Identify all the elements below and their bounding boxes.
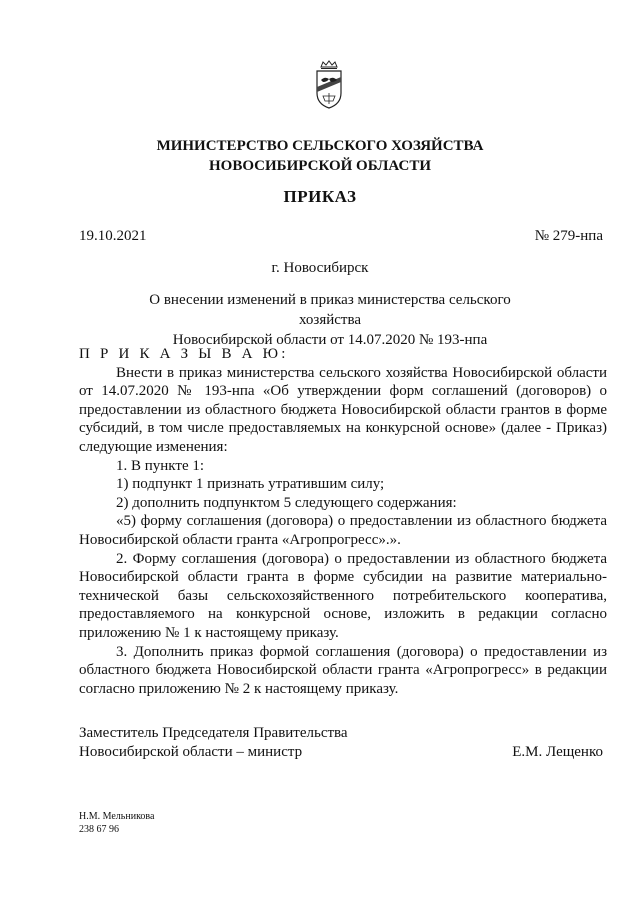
paragraph-intro: Внести в приказ министерства сельского хозяйства Новосибирской области от 14.07.2020 № 193-нпа «Об утверждении форм соглашений (договоров) о предоставлении из областного бюджета Новосибирской области грантов в форме субсидий, в том числе предоставляемых на конкурсной основе» (далее - Приказ) следующие изменения:	[79, 364, 607, 455]
order-number: № 279-нпа	[534, 228, 603, 244]
subject-line-2: Новосибирской области от 14.07.2020 № 193-нпа	[172, 332, 488, 348]
signatory-title-line-2: Новосибирской области – министр	[79, 744, 303, 760]
paragraph-item-2: 2. Форму соглашения (договора) о предоставлении из областного бюджета Новосибирской области гранта в форме субсидии на развитие материально-технической базы сельскохозяйственного потребительского кооператива, предоставляемого на конкурсной основе, изложить в редакции согласно приложению № 1 к настоящему приказу.	[79, 550, 607, 641]
document-type: ПРИКАЗ	[283, 187, 357, 206]
paragraph-item-1: 1. В пункте 1:	[116, 457, 205, 474]
order-word: П Р И К А З Ы В А Ю:	[79, 346, 289, 362]
paragraph-item-3: 3. Дополнить приказ формой соглашения (договора) о предоставлении из областного бюджета Новосибирской области гранта «Агропрогресс» в редакции согласно приложению № 2 к настоящему приказу.	[79, 643, 607, 697]
executor-info	[79, 810, 154, 836]
executor-phone: 238 67 96	[79, 824, 119, 835]
order-body	[79, 345, 607, 698]
subject-line-1: О внесении изменений в приказ министерства сельского хозяйства	[149, 292, 511, 328]
paragraph-subitem-2: 2) дополнить подпунктом 5 следующего содержания:	[116, 494, 457, 511]
executor-name: Н.М. Мельникова	[79, 811, 155, 822]
city: г. Новосибирск	[271, 260, 369, 276]
ministry-name	[0, 136, 640, 176]
ministry-line-2: НОВОСИБИРСКОЙ ОБЛАСТИ	[208, 158, 432, 174]
ministry-line-1: МИНИСТЕРСТВО СЕЛЬСКОГО ХОЗЯЙСТВА	[156, 138, 484, 154]
paragraph-subitem-1: 1) подпункт 1 признать утратившим силу;	[116, 476, 385, 493]
novosibirsk-coat-of-arms-icon	[314, 60, 344, 110]
signatory-title-line-1: Заместитель Председателя Правительства	[79, 725, 348, 741]
paragraph-subitem-5: «5) форму соглашения (договора) о предоставлении из областного бюджета Новосибирской области гранта «Агропрогресс».».	[79, 513, 607, 548]
signatory-title	[79, 724, 348, 762]
signatory-name: Е.М. Лещенко	[512, 744, 603, 760]
order-date: 19.10.2021	[79, 228, 147, 244]
order-subject	[130, 290, 530, 350]
